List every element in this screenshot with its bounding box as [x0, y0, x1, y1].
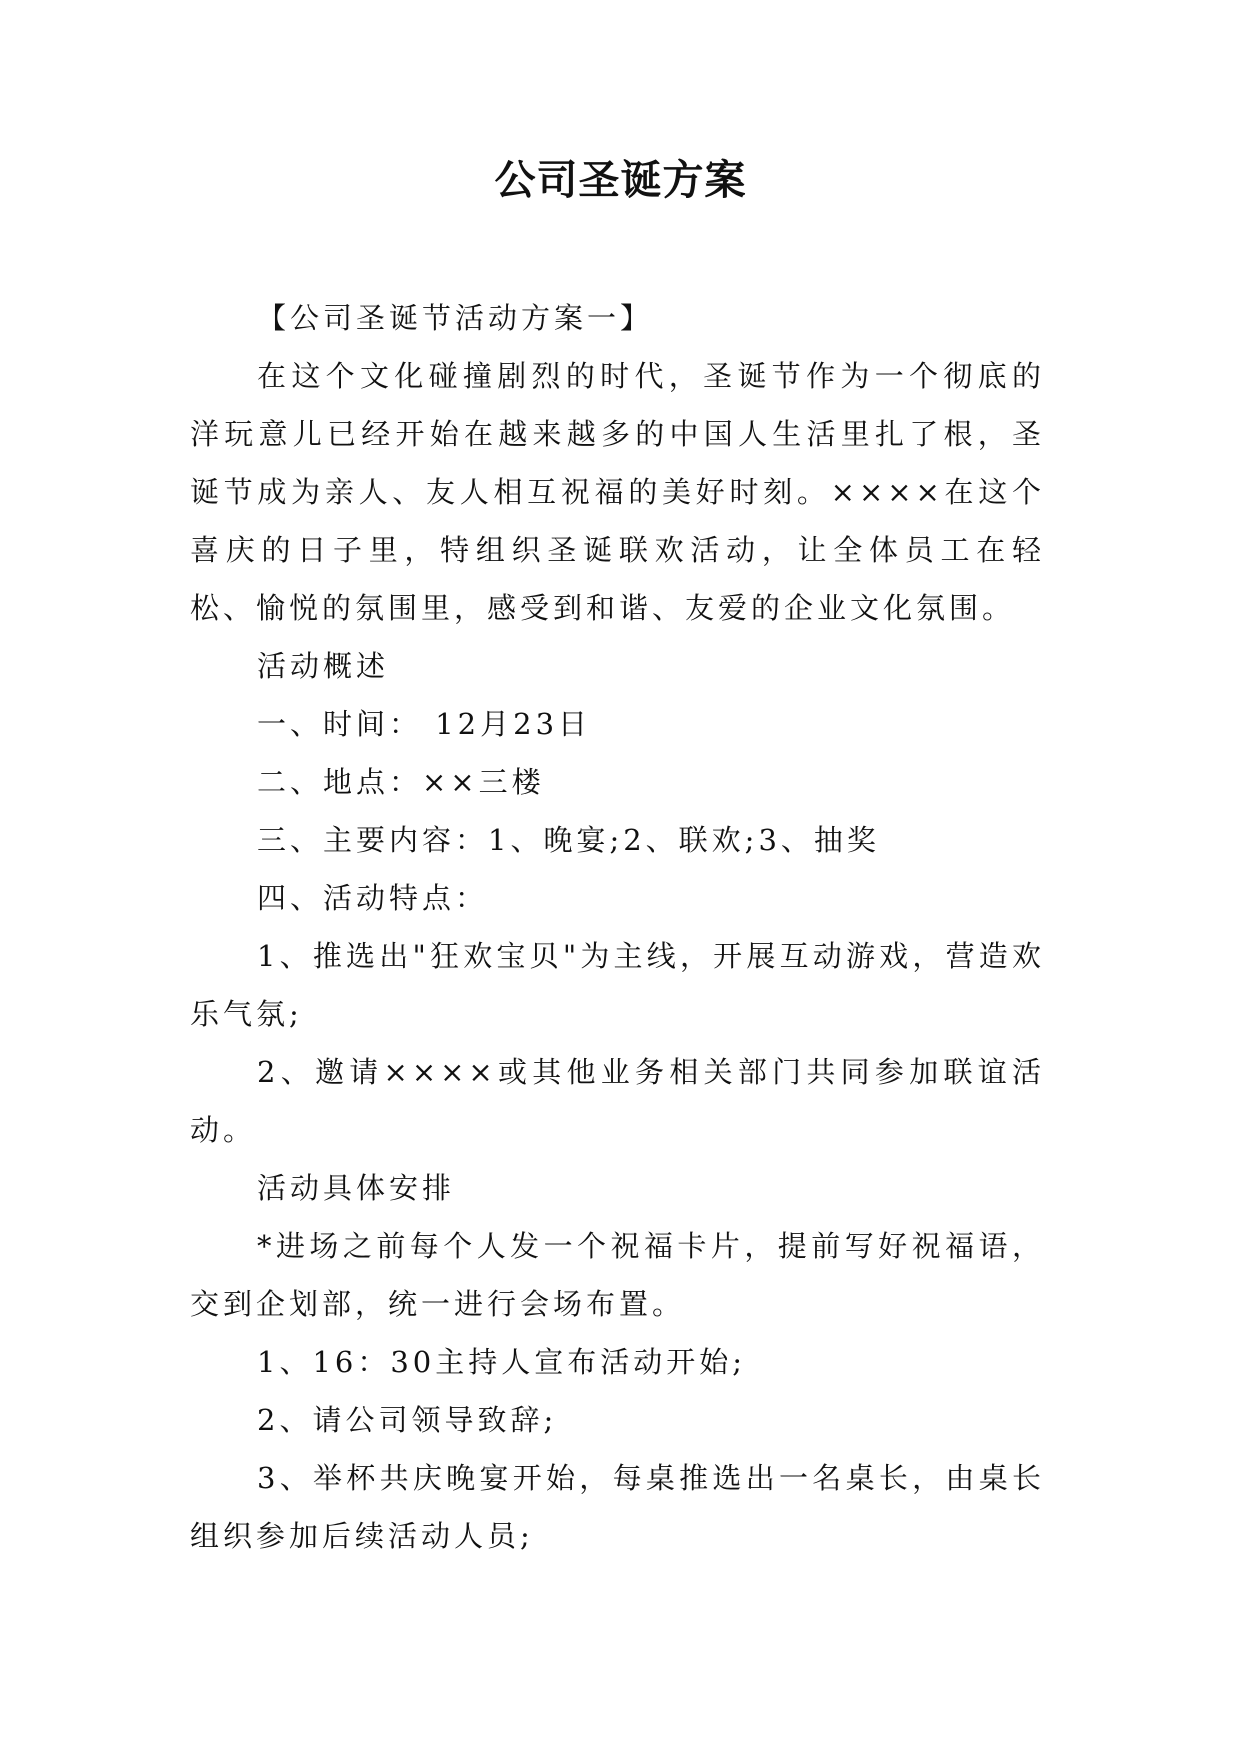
schedule-item-1: 1、16：30主持人宣布活动开始; — [257, 1345, 747, 1379]
overview-location: 二、地点：××三楼 — [257, 765, 545, 799]
overview-time: 一、时间： 12月23日 — [257, 707, 592, 741]
overview-main-content: 三、主要内容：1、晚宴;2、联欢;3、抽奖 — [257, 823, 880, 857]
overview-features-heading: 四、活动特点： — [257, 881, 489, 915]
document-body — [190, 289, 1045, 1565]
feature-item-2: 2、邀请××××或其他业务相关部门共同参加联谊活动。 — [190, 1055, 1045, 1147]
intro-paragraph: 在这个文化碰撞剧烈的时代，圣诞节作为一个彻底的洋玩意儿已经开始在越来越多的中国人生活里扎了根，圣诞节成为亲人、友人相互祝福的美好时刻。××××在这个喜庆的日子里，特组织圣诞联欢活动，让全体员工在轻松、愉悦的氛围里，感受到和谐、友爱的企业文化氛围。 — [190, 359, 1045, 625]
document-title: 公司圣诞方案 — [494, 156, 747, 204]
section-heading-schedule: 活动具体安排 — [257, 1171, 456, 1205]
schedule-item-3: 3、举杯共庆晚宴开始，每桌推选出一名桌长，由桌长组织参加后续活动人员; — [190, 1461, 1045, 1553]
schedule-note: *进场之前每个人发一个祝福卡片，提前写好祝福语，交到企划部，统一进行会场布置。 — [190, 1229, 1045, 1321]
feature-item-1: 1、推选出"狂欢宝贝"为主线，开展互动游戏，营造欢乐气氛; — [190, 939, 1045, 1031]
section-heading-overview: 活动概述 — [257, 649, 390, 683]
section-heading-plan-one: 【公司圣诞节活动方案一】 — [257, 301, 654, 335]
schedule-item-2: 2、请公司领导致辞; — [257, 1403, 558, 1437]
